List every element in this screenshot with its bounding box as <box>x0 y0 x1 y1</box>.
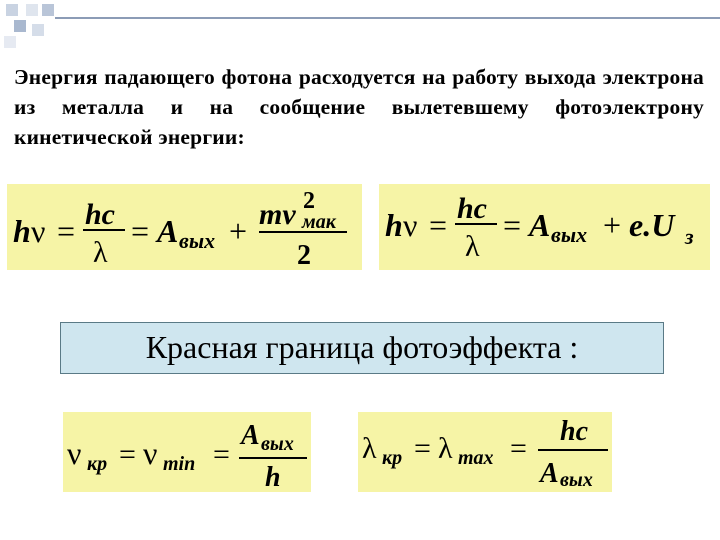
decor-square <box>14 20 26 32</box>
f3-eq: = <box>119 438 136 471</box>
red-border-title-box <box>60 322 664 374</box>
f4-max: max <box>458 447 494 469</box>
f2-plus: + <box>603 207 622 243</box>
f2-A: A <box>529 207 551 243</box>
f3-kr: кр <box>87 453 108 475</box>
f1-mv: mv <box>259 198 296 231</box>
f1-A: A <box>157 213 179 249</box>
f1-eq: = <box>57 213 76 249</box>
f4-A: A <box>540 458 559 489</box>
f3-nu2: ν <box>143 435 158 471</box>
formula-cutoff-wavelength <box>358 412 612 492</box>
f4-kr: кр <box>382 447 403 469</box>
f1-sub: вых <box>179 228 216 253</box>
f3-A: A <box>241 420 260 451</box>
f4-sub: вых <box>560 469 593 491</box>
decor-square <box>6 4 18 16</box>
f1-h: h <box>13 213 31 249</box>
decor-square <box>4 36 16 48</box>
f4-lam2: λ <box>438 432 453 465</box>
f4-hc: hc <box>560 416 588 447</box>
f1-mak: мак <box>302 211 336 233</box>
decor-square <box>42 4 54 16</box>
f4-eq: = <box>414 432 431 465</box>
f3-h: h <box>265 462 281 492</box>
f2-eU: e.U <box>629 207 675 243</box>
header-line <box>55 17 720 19</box>
header-decoration <box>0 0 70 50</box>
f1-nu: ν <box>31 213 46 249</box>
f4-eq2: = <box>510 432 527 465</box>
f1-num: hc <box>85 198 115 231</box>
f2-eq2: = <box>503 207 522 243</box>
f3-eq2: = <box>213 438 230 471</box>
f2-num: hc <box>457 192 487 225</box>
formula-einstein-kinetic <box>7 184 362 270</box>
f1-eq2: = <box>131 213 150 249</box>
formula-einstein-voltage <box>379 184 710 270</box>
decor-square <box>32 24 44 36</box>
formula-cutoff-frequency <box>63 412 311 492</box>
decor-square <box>26 4 38 16</box>
f2-eq: = <box>429 207 448 243</box>
f3-min: min <box>163 453 196 475</box>
f2-sub: вых <box>551 222 588 247</box>
f1-den: λ <box>93 236 108 269</box>
f1-plus: + <box>229 213 248 249</box>
f2-h: h <box>385 207 403 243</box>
f1-two: 2 <box>297 240 311 270</box>
f2-den: λ <box>465 230 480 263</box>
f2-z: з <box>685 224 694 249</box>
red-border-title: Красная граница фотоэффекта : <box>145 329 579 365</box>
intro-paragraph: Энергия падающего фотона расходуется на работу выхода электрона из металла и на сообщение вылетевшему фотоэлектрону кинетической энергии: <box>14 65 704 149</box>
f4-lam: λ <box>362 432 377 465</box>
f3-sub: вых <box>261 433 294 455</box>
f3-nu: ν <box>67 435 82 471</box>
f1-sup: 2 <box>303 188 315 214</box>
f2-nu: ν <box>403 207 418 243</box>
